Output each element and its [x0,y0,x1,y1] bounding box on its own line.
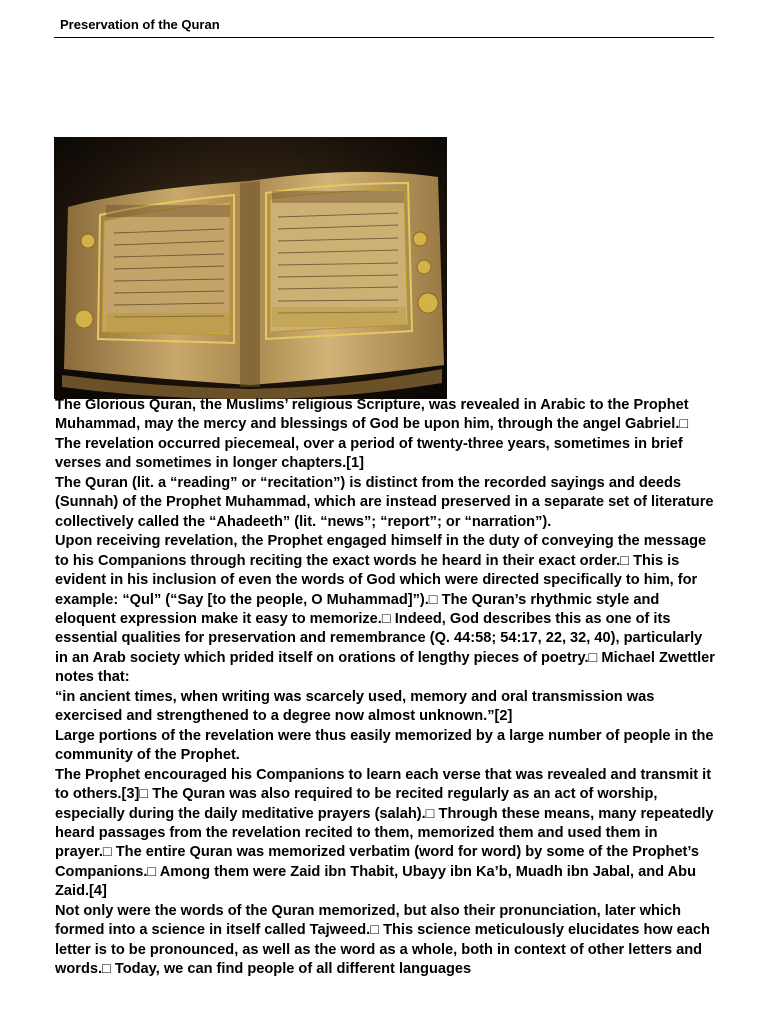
article-body [55,396,717,980]
quran-manuscript-photo [54,137,447,399]
paragraph-1: The Glorious Quran, the Muslims’ religious Scripture, was revealed in Arabic to the Prophet Muhammad, may the mercy and blessings of God be upon him, through the angel Gabriel.□ The revelation occurred piecemeal, over a period of twenty-three years, sometimes in brief verses and sometimes in longer chapters.[1] [55,397,689,472]
block-quote: “in ancient times, when writing was scarcely used, memory and oral transmission was exercised and strengthened to a degree now almost unknown.”[2] [55,688,655,725]
paragraph-4: Large portions of the revelation were thus easily memorized by a large number of people in the community of the Prophet. [55,727,714,764]
paragraph-5: The Prophet encouraged his Companions to learn each verse that was revealed and transmit it to others.[3]□ The Quran was also required to be recited regularly as an act of worship, especially during the daily meditative prayers (salah).□ Through these means, many repeatedly heard passages from the revelation recited to them, memorized them and used them in prayer.□ The entire Quran was memorized verbatim (word for word) by some of the Prophet’s Companions.□ Among them were Zaid ibn Thabit, Ubayy ibn Ka’b, Muadh ibn Jabal, and Abu Zaid.[4] [55,766,714,900]
running-header: Preservation of the Quran [60,17,220,32]
paragraph-3: Upon receiving revelation, the Prophet engaged himself in the duty of conveying the message to his Companions through reciting the exact words he heard in their exact order.□ This is evident in his inclusion of even the words of God which were directed specifically to him, for example: “Qul” (“Say [to the people, O Muhammad]”).□ The Quran’s rhythmic style and eloquent expression make it easy to memorize.□ Indeed, God describes this as one of its essential qualities for preservation and remembrance (Q. 44:58; 54:17, 22, 32, 40), particularly in an Arab society which prided itself on orations of lengthy pieces of poetry.□ Michael Zwettler notes that: [55,533,715,686]
paragraph-6: Not only were the words of the Quran memorized, but also their pronunciation, later which formed into a science in itself called Tajweed.□ This science meticulously elucidates how each letter is to be pronounced, as well as the word as a whole, both in context of other letters and words.□ Today, we can find people of all different languages [55,902,710,978]
paragraph-2: The Quran (lit. a “reading” or “recitation”) is distinct from the recorded sayings and deeds (Sunnah) of the Prophet Muhammad, which are instead preserved in a separate set of literature collectively called the “Ahadeeth” (lit. “news”; “report”; or “narration”). [55,474,714,530]
header-rule [54,37,714,38]
